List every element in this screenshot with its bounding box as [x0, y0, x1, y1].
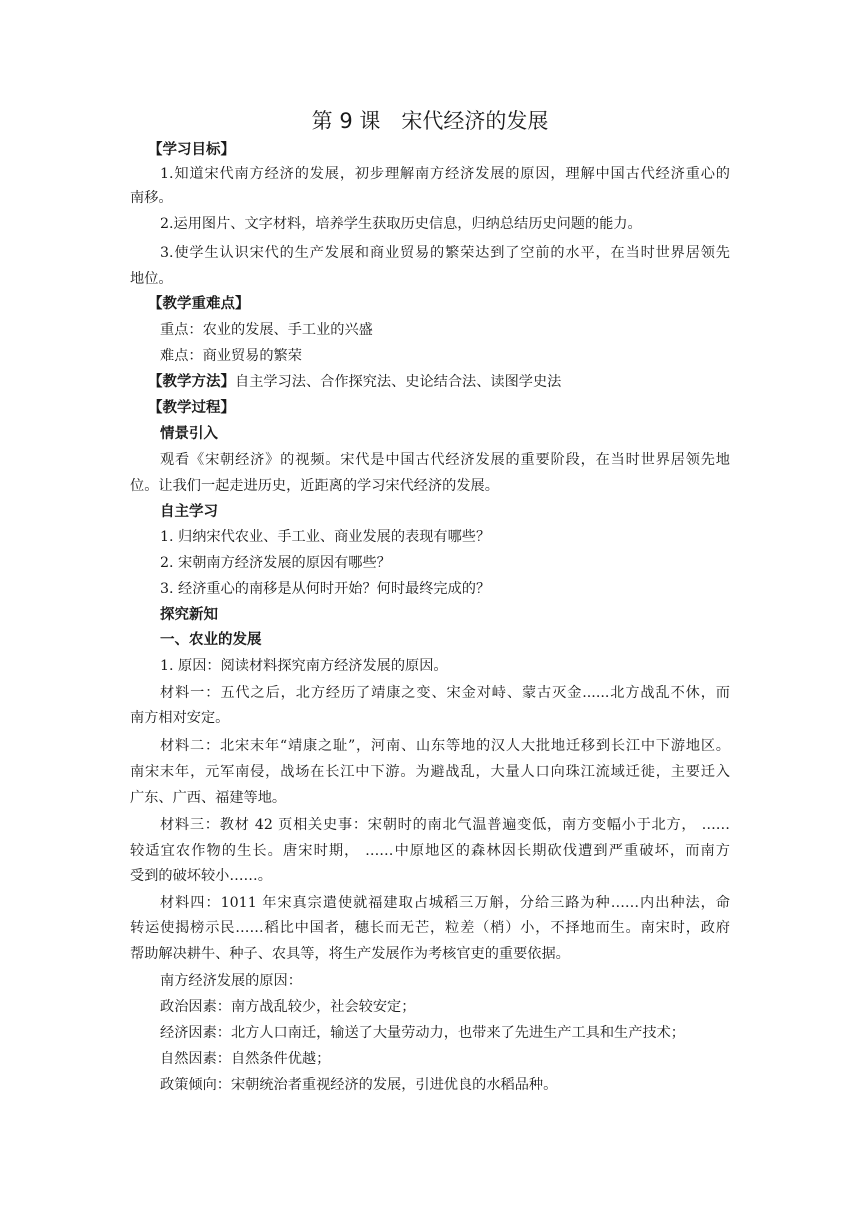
explore-heading: 探究新知	[160, 607, 218, 623]
objective-2: 2.运用图片、文字材料，培养学生获取历史信息，归纳总结历史问题的能力。	[160, 216, 642, 232]
agriculture-heading: 一、农业的发展	[160, 632, 262, 648]
material-4-line-1: 材料四：1011 年宋真宗遣使就福建取占城稻三万斛，分给三路为种……内出种法，命	[160, 895, 730, 911]
self-study-question-1: 1. 归纳宋代农业、手工业、商业发展的表现有哪些？	[160, 529, 491, 545]
intro-line-1: 观看《宋朝经济》的视频。宋代是中国古代经济发展的重要阶段，在当时世界居领先地	[160, 452, 730, 468]
objective-3-line-2: 地位。	[130, 271, 173, 287]
self-study-heading: 自主学习	[160, 504, 218, 520]
reason-intro: 1. 原因：阅读材料探究南方经济发展的原因。	[160, 658, 448, 674]
material-1-line-2: 南方相对安定。	[130, 710, 230, 726]
reason-policy: 政策倾向：宋朝统治者重视经济的发展，引进优良的水稻品种。	[160, 1077, 558, 1093]
material-4-line-3: 帮助解决耕牛、种子、农具等，将生产发展作为考核官吏的重要依据。	[130, 946, 570, 962]
intro-heading: 情景引入	[160, 426, 218, 442]
self-study-question-3: 3. 经济重心的南移是从何时开始？何时最终完成的？	[160, 581, 491, 597]
material-2-line-3: 广东、广西、福建等地。	[130, 790, 287, 806]
reason-politics: 政治因素：南方战乱较少，社会较安定；	[160, 999, 416, 1015]
material-1-line-1: 材料一：五代之后，北方经历了靖康之变、宋金对峙、蒙古灭金......北方战乱不休，而	[160, 685, 730, 701]
process-heading: 【教学过程】	[148, 400, 235, 416]
intro-line-2: 位。让我们一起走进历史，近距离的学习宋代经济的发展。	[130, 478, 499, 494]
key-point-text: 重点：农业的发展、手工业的兴盛	[160, 322, 373, 338]
objective-1-line-2: 南移。	[130, 190, 173, 206]
material-2-line-1: 材料二：北宋末年“靖康之耻”，河南、山东等地的汉人大批地迁移到长江中下游地区。	[160, 738, 730, 754]
methods-text: 自主学习法、合作探究法、史论结合法、读图学史法	[235, 374, 562, 390]
objectives-heading: 【学习目标】	[148, 142, 235, 158]
material-3-line-1: 材料三：教材 42 页相关史事：宋朝时的南北气温普遍变低，南方变幅小于北方， ……	[160, 817, 730, 833]
difficult-point-text: 难点：商业贸易的繁荣	[160, 348, 302, 364]
material-2-line-2: 南宋末年，元军南侵，战场在长江中下游。为避战乱，大量人口向珠江流域迁徙，主要迁入	[130, 764, 730, 780]
material-3-line-3: 受到的破坏较小……。	[130, 868, 272, 884]
objective-3-line-1: 3.使学生认识宋代的生产发展和商业贸易的繁荣达到了空前的水平，在当时世界居领先	[160, 245, 730, 261]
reasons-heading: 南方经济发展的原因：	[160, 973, 302, 989]
material-3-line-2: 较适宜农作物的生长。唐宋时期， ……中原地区的森林因长期砍伐遭到严重破坏，而南方	[130, 843, 730, 859]
methods-line	[148, 372, 748, 392]
self-study-question-2: 2. 宋朝南方经济发展的原因有哪些？	[160, 555, 391, 571]
reason-economy: 经济因素：北方人口南迁，输送了大量劳动力，也带来了先进生产工具和生产技术；	[160, 1025, 685, 1041]
objective-1-line-1: 1.知道宋代南方经济的发展，初步理解南方经济发展的原因，理解中国古代经济重心的	[160, 166, 730, 182]
reason-nature: 自然因素：自然条件优越；	[160, 1051, 331, 1067]
methods-heading: 【教学方法】	[148, 374, 235, 390]
page-title: 第 9 课 宋代经济的发展	[311, 109, 549, 133]
key-points-heading: 【教学重难点】	[148, 296, 250, 312]
material-4-line-2: 转运使揭榜示民……稻比中国者，穗长而无芒，粒差（梢）小，不择地而生。南宋时，政府	[130, 920, 730, 936]
